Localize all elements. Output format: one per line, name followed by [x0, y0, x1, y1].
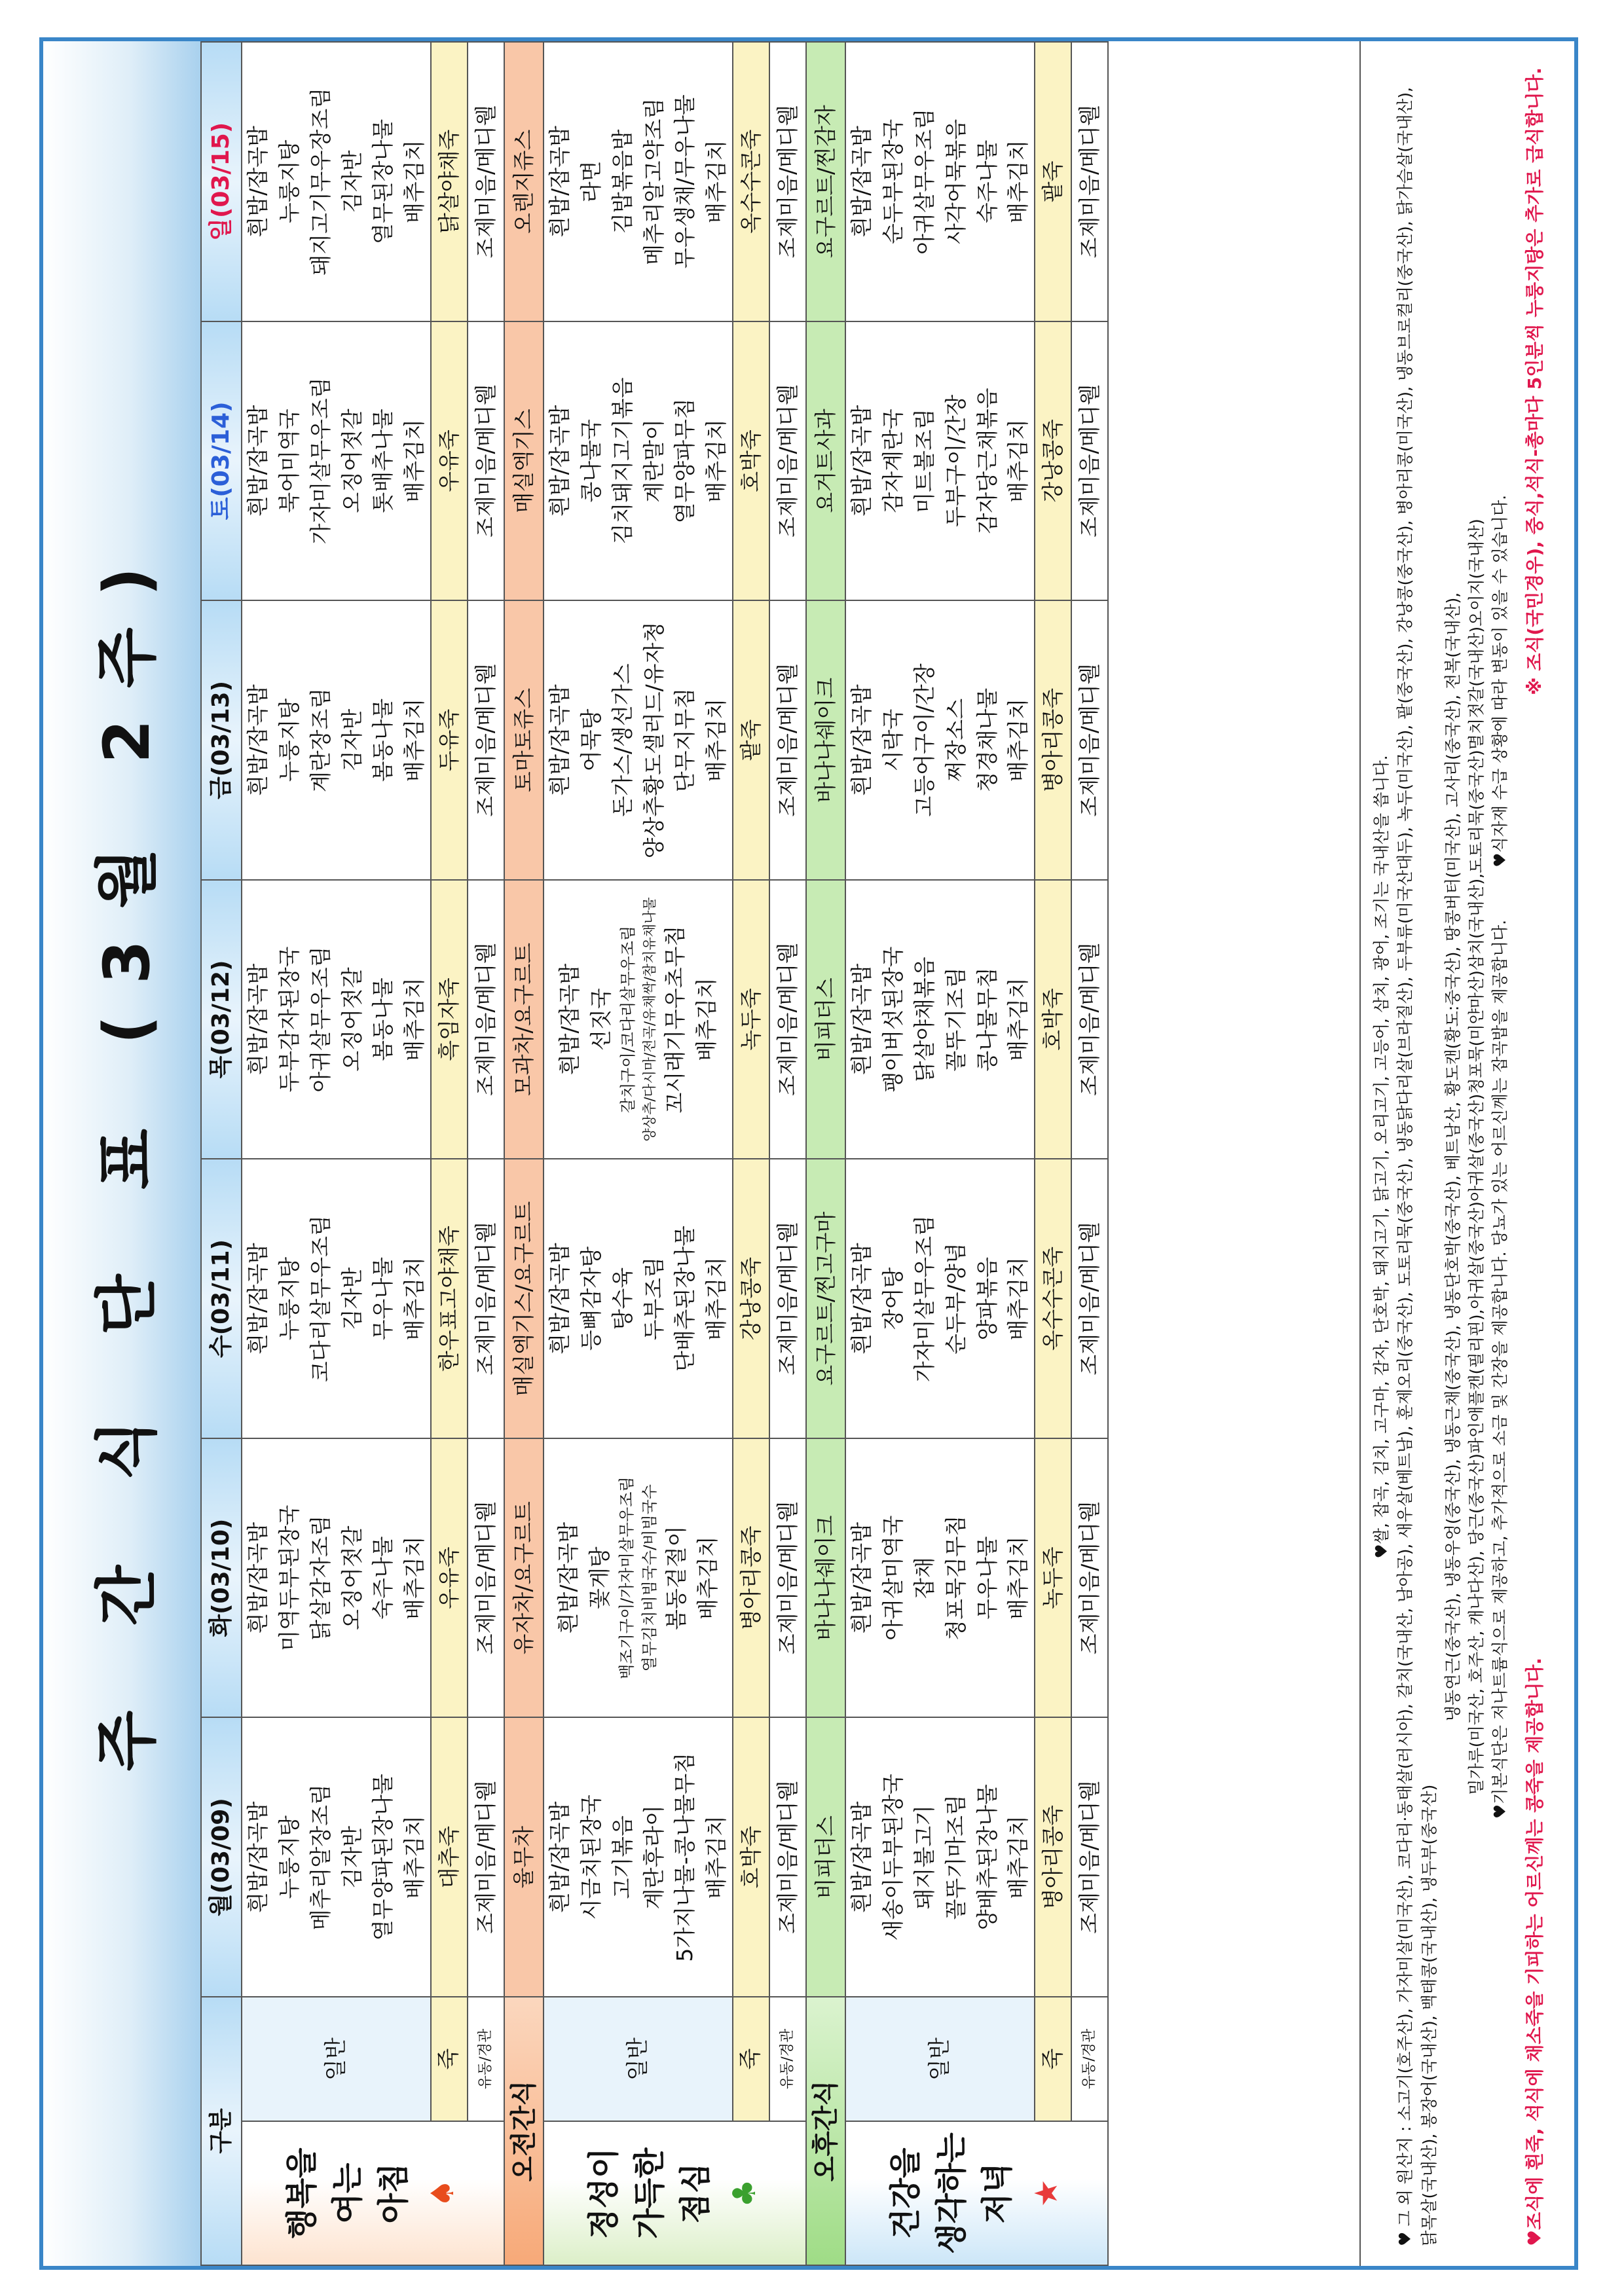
- snack-cell: 모과차/요구르트: [504, 880, 544, 1159]
- dish-item: 시락국: [879, 708, 906, 772]
- dinner-label-line: 저녁: [978, 2162, 1016, 2224]
- dish-item: 배추김치: [401, 698, 428, 782]
- snack-cell: 비피더스: [806, 880, 845, 1159]
- dish-item: 배추김치: [401, 1256, 428, 1341]
- dish-item: 닭살야채볶음: [911, 957, 937, 1082]
- dish-item: 미역두부된장국: [276, 1504, 302, 1651]
- menu-cell: [544, 1159, 733, 1438]
- snack-cell: 오렌지쥬스: [504, 42, 544, 321]
- lunch-dysphagia-row: [769, 42, 806, 2265]
- spade-icon: ♠: [424, 2179, 462, 2208]
- dish-item: 계란장조림: [307, 687, 333, 793]
- dish-item: 양상추황도샐러드/유자청: [640, 621, 667, 859]
- dish-item: 배추김치: [1005, 139, 1031, 224]
- dish-item: 누룽지탕: [276, 139, 302, 224]
- dish-item: 숙주나물: [370, 1536, 396, 1620]
- dish-item: 청포묵김무침: [942, 1515, 969, 1641]
- dish-item: 오징어젓갈: [339, 409, 365, 513]
- lunch-label: [544, 2121, 806, 2265]
- lunch-label-line: 정성이: [585, 2147, 623, 2239]
- dish-item: 누룽지탕: [276, 1256, 302, 1341]
- club-icon: ♣: [726, 2179, 764, 2208]
- dish-item: 고기볶음: [609, 1815, 635, 1899]
- lunch-dysphagia-label: 유동/경관: [769, 1997, 806, 2121]
- menu-cell: [544, 880, 733, 1159]
- dish-item: 흰밥/잡곡밥: [849, 684, 875, 796]
- menu-cell: [242, 600, 431, 880]
- dish-item: 흰밥/잡곡밥: [245, 1522, 270, 1634]
- dysphagia-cell: 조제미음/메디웰: [468, 600, 504, 880]
- menu-cell: [544, 1717, 733, 1997]
- dish-item: 배추김치: [1005, 698, 1031, 782]
- dish-item: 아귀살미역국: [879, 1515, 906, 1641]
- dish-item: 김자반: [339, 1267, 365, 1330]
- pm-snack-row: [806, 42, 845, 2265]
- dinner-general-row: [845, 42, 1035, 2265]
- dinner-porridge-row: [1035, 42, 1071, 2265]
- dysphagia-cell: 조제미음/메디웰: [769, 1717, 806, 1997]
- dish-item: 꼬시래기무우초무침: [662, 925, 688, 1114]
- dysphagia-cell: 조제미음/메디웰: [468, 880, 504, 1159]
- dish-item: 흰밥/잡곡밥: [849, 963, 875, 1076]
- snack-cell: 율무차: [504, 1717, 544, 1997]
- dish-item: 누룽지탕: [276, 698, 302, 782]
- dish-item: 돼지고기무우장조림: [307, 87, 333, 276]
- dish-item: 흰밥/잡곡밥: [849, 1801, 875, 1913]
- breakfast-label: [242, 2121, 504, 2265]
- dish-item: 라면: [578, 160, 604, 203]
- dysphagia-cell: 조제미음/메디웰: [769, 600, 806, 880]
- porridge-cell: 녹두죽: [1035, 1438, 1071, 1718]
- porridge-cell: 녹두죽: [733, 880, 769, 1159]
- dysphagia-cell: 조제미음/메디웰: [1071, 1717, 1108, 1997]
- snack-cell: 바나나쉐이크: [806, 1438, 845, 1718]
- dish-item: 김치돼지고기볶음: [609, 377, 635, 545]
- porridge-cell: 옥수수콘죽: [733, 42, 769, 321]
- dish-item: 갈치구이/코다리살무우조림: [618, 925, 637, 1114]
- breakfast-general-row: [242, 42, 431, 2265]
- menu-cell: [242, 321, 431, 601]
- note-origin-cont2: 밀가루(미국산, 호주산, 캐나다산), 당근(중국산)파인애플캔(필리핀),아귀살(중국산)아귀살(중국산)청포묵(미얀마산)삼치(국내산),도토리묵(중국산)멸치젓갈(국내산)오이지(국내산): [1467, 519, 1486, 1795]
- dish-item: 쩌장소스: [942, 698, 969, 782]
- dinner-porridge-label: 죽: [1035, 1997, 1071, 2121]
- menu-cell: [544, 321, 733, 601]
- dish-item: 배추김치: [703, 1256, 729, 1341]
- star-icon: ★: [1028, 2179, 1065, 2208]
- dysphagia-cell: 조제미음/메디웰: [468, 1438, 504, 1718]
- breakfast-dysphagia-label: 유동/경관: [468, 1997, 504, 2121]
- dish-item: 꽃게탕: [586, 1546, 612, 1609]
- dysphagia-cell: 조제미음/메디웰: [468, 1159, 504, 1438]
- menu-cell: [845, 880, 1035, 1159]
- dish-item: 오징어젓갈: [339, 1525, 365, 1630]
- note-origin-cont: 냉동연근(중국산), 냉동우엉(중국산), 냉동근채(중국산), 냉동단호박(중국산), 베트남산, 황도캔(황도:중국산), 땅콩버터(미국산), 고사리(중국산), 전복(국내산),: [1443, 592, 1462, 1722]
- lunch-porridge-row: [733, 42, 769, 2265]
- dish-item: 무우생채/무우나물: [672, 94, 698, 269]
- dish-item: 배추김치: [401, 1815, 428, 1899]
- weekly-menu-table: [200, 41, 1109, 2266]
- dish-item: 흰밥/잡곡밥: [547, 126, 573, 238]
- dish-item: 배추김치: [695, 1536, 721, 1620]
- snack-cell: 요구르트/찐고구마: [806, 1159, 845, 1438]
- day-header-wed: 수(03/11): [201, 1159, 242, 1438]
- porridge-cell: 우유죽: [431, 321, 468, 601]
- snack-cell: 매실엑기스: [504, 321, 544, 601]
- dysphagia-cell: 조제미음/메디웰: [1071, 1159, 1108, 1438]
- dish-item: 흰밥/잡곡밥: [849, 1243, 875, 1355]
- dish-item: 두부감자된장국: [276, 946, 302, 1093]
- menu-cell: [845, 1438, 1035, 1718]
- dish-item: 흰밥/잡곡밥: [849, 1522, 875, 1634]
- porridge-cell: 대추죽: [431, 1717, 468, 1997]
- porridge-cell: 우유죽: [431, 1438, 468, 1718]
- dish-item: 김밥볶음밥: [609, 129, 635, 234]
- porridge-cell: 두유죽: [431, 600, 468, 880]
- porridge-cell: 병아리콩죽: [1035, 1717, 1071, 1997]
- dinner-general-label: 일반: [845, 1997, 1035, 2121]
- dish-item: 흰밥/잡곡밥: [547, 1243, 573, 1355]
- dysphagia-cell: 조제미음/메디웰: [769, 1438, 806, 1718]
- dish-item: 배추김치: [401, 139, 428, 224]
- snack-cell: 유자차/요구르트: [504, 1438, 544, 1718]
- dish-item: 백조기구이/가자미살무우조림: [617, 1476, 636, 1679]
- dish-item: 흰밥/잡곡밥: [849, 405, 875, 517]
- dish-item: 김자반: [339, 1825, 365, 1889]
- dish-item: 양배추된장나물: [974, 1784, 1000, 1931]
- dish-item: 흰밥/잡곡밥: [245, 963, 270, 1076]
- menu-cell: [544, 1438, 733, 1718]
- porridge-cell: 호박죽: [733, 321, 769, 601]
- snack-cell: 요거트사과: [806, 321, 845, 601]
- am-snack-label: 오전간식: [504, 1997, 544, 2265]
- day-header-sat: 토(03/14): [201, 321, 242, 601]
- dish-item: 감자당근채볶음: [974, 388, 1000, 534]
- dysphagia-cell: 조제미음/메디웰: [769, 321, 806, 601]
- dish-item: 봄동겉절이: [663, 1525, 690, 1630]
- dish-item: 돈가스/생선가스: [609, 663, 635, 817]
- dish-item: 선짓국: [588, 988, 614, 1051]
- dish-item: 콩나물무침: [974, 967, 1000, 1072]
- dish-item: 배추김치: [1005, 1536, 1031, 1620]
- note-porridge: ♥조식에 흰죽, 석식에 채소죽을 기피하는 어르신께는 콩죽을 제공합니다.: [1523, 1657, 1545, 2246]
- dysphagia-cell: 조제미음/메디웰: [1071, 880, 1108, 1159]
- porridge-cell: 팥죽: [733, 600, 769, 880]
- dish-item: 장어탕: [879, 1267, 906, 1330]
- dish-item: 어묵탕: [578, 708, 604, 772]
- dish-item: 꼴뚜기조림: [942, 967, 969, 1072]
- note-origin: ♥ 그 외 원산지 : 소고기(호주산), 가자미살(미국산), 코다리·동태살(러시아), 갈치(국내산, 남아공), 새우살(베트남), 훈제오리(중국산), 도토리묵(중국산), 냉동닭다리살(브라질산), 두부류(미국산대두), 녹두(미국산), 팥(중국산), 강낭콩(중국산), 병아리콩(미국산), 냉동브로컬리(중국산), 닭가슴살(국내산), 닭목살(국내산), 봉장어(국내산), 백태콩(국내산), 냉두부(중국산): [1395, 86, 1439, 2246]
- porridge-cell: 닭살야채죽: [431, 42, 468, 321]
- lunch-general-row: [544, 42, 733, 2265]
- dish-item: 메추리알장조림: [307, 1784, 333, 1931]
- porridge-cell: 병아리콩죽: [1035, 600, 1071, 880]
- dish-item: 배추김치: [1005, 1256, 1031, 1341]
- dinner-dysphagia-label: 유동/경관: [1071, 1997, 1108, 2121]
- snack-cell: 요구르트/찐감자: [806, 42, 845, 321]
- dish-item: 두부구이/간장: [942, 394, 969, 528]
- dysphagia-cell: 조제미음/메디웰: [468, 1717, 504, 1997]
- dish-item: 아귀살무우조림: [911, 108, 937, 255]
- menu-sheet: [39, 37, 1578, 2270]
- day-header-mon: 월(03/09): [201, 1717, 242, 1997]
- note-red-row: [1522, 67, 1549, 2246]
- day-header-fri: 금(03/13): [201, 600, 242, 880]
- note-policy-row: [1488, 67, 1512, 2246]
- dish-item: 새송이두부된장국: [879, 1774, 906, 1941]
- dish-item: 배추김치: [1005, 1815, 1031, 1899]
- dish-item: 코다리살무우조림: [307, 1215, 333, 1383]
- dish-item: 흰밥/잡곡밥: [547, 684, 573, 796]
- dish-item: 청경채나물: [974, 687, 1000, 793]
- menu-cell: [845, 321, 1035, 601]
- dish-item: 톳배추나물: [370, 409, 396, 513]
- porridge-cell: 강낭콩죽: [1035, 321, 1071, 601]
- breakfast-dysphagia-row: [468, 42, 504, 2265]
- menu-cell: [845, 600, 1035, 880]
- page-title: 주 간 식 단 표 (3월 2주): [90, 536, 164, 1772]
- breakfast-porridge-label: 죽: [431, 1997, 468, 2121]
- dish-item: 배추김치: [1005, 419, 1031, 503]
- snack-cell: 매실엑기스/요구르트: [504, 1159, 544, 1438]
- pm-snack-label: 오후간식: [806, 1997, 845, 2265]
- note-nurungji: ※ 조식(국민경우), 중식,석식-총마다 5인분씩 누룽지탕은 추가로 급식합니다.: [1523, 67, 1545, 695]
- dish-item: 가자미살무우조림: [307, 377, 333, 545]
- dinner-label-line: 생각하는: [933, 2132, 970, 2254]
- dish-item: 오징어젓갈: [339, 967, 365, 1072]
- dish-item: 흰밥/잡곡밥: [245, 1801, 270, 1913]
- dish-item: 열무양파된장나물: [370, 1774, 396, 1941]
- header-corner: 구분: [201, 1997, 242, 2265]
- dinner-dysphagia-row: [1071, 42, 1108, 2265]
- dish-item: 가자미살무우조림: [911, 1215, 937, 1383]
- dish-item: 배추김치: [401, 419, 428, 503]
- dish-item: 열무양파무침: [672, 398, 698, 524]
- dish-item: 흰밥/잡곡밥: [245, 684, 270, 796]
- lunch-label-line: 가득한: [631, 2147, 668, 2239]
- dish-item: 김자반: [339, 708, 365, 772]
- dish-item: 계란후라이: [640, 1805, 667, 1910]
- dish-item: 미트볼조림: [911, 409, 937, 513]
- day-header-tue: 화(03/10): [201, 1438, 242, 1718]
- menu-cell: [242, 42, 431, 321]
- menu-cell: [845, 42, 1035, 321]
- dinner-label-line: 건강을: [887, 2147, 925, 2239]
- porridge-cell: 팥죽: [1035, 42, 1071, 321]
- dish-item: 5가지나물-콩나물무침: [672, 1752, 698, 1962]
- dish-item: 열무김치비빔국수/비빔국수: [640, 1484, 659, 1672]
- dish-item: 북어미역국: [276, 409, 302, 513]
- menu-cell: [544, 600, 733, 880]
- dish-item: 배추김치: [1005, 977, 1031, 1061]
- dysphagia-cell: 조제미음/메디웰: [769, 42, 806, 321]
- dysphagia-cell: 조제미음/메디웰: [769, 1159, 806, 1438]
- dish-item: 단무지무침: [672, 687, 698, 793]
- dysphagia-cell: 조제미음/메디웰: [769, 880, 806, 1159]
- dish-item: 배추김치: [401, 1536, 428, 1620]
- dish-item: 두부조림: [640, 1256, 667, 1341]
- dish-item: 시금치된장국: [578, 1795, 604, 1920]
- title-band: [43, 41, 200, 2266]
- dish-item: 사각어묵볶음: [942, 118, 969, 244]
- snack-cell: 바나나쉐이크: [806, 600, 845, 880]
- menu-cell: [242, 1438, 431, 1718]
- dish-item: 흰밥/잡곡밥: [245, 405, 270, 517]
- dish-item: 단배추된장나물: [672, 1226, 698, 1372]
- menu-cell: [242, 880, 431, 1159]
- dish-item: 배추김치: [703, 139, 729, 224]
- day-header-sun: 일(03/15): [201, 42, 242, 321]
- dysphagia-cell: 조제미음/메디웰: [1071, 1438, 1108, 1718]
- dish-item: 흰밥/잡곡밥: [849, 126, 875, 238]
- dish-item: 순두부된장국: [879, 118, 906, 244]
- snack-cell: 토마토쥬스: [504, 600, 544, 880]
- dish-item: 흰밥/잡곡밥: [547, 405, 573, 517]
- porridge-cell: 한우표고야채죽: [431, 1159, 468, 1438]
- dish-item: 배추김치: [401, 977, 428, 1061]
- menu-cell: [845, 1717, 1035, 1997]
- porridge-cell: 병아리콩죽: [733, 1438, 769, 1718]
- breakfast-label-line: 행복을: [284, 2147, 321, 2239]
- am-snack-row: [504, 42, 544, 2265]
- dish-item: 양파볶음: [974, 1256, 1000, 1341]
- dish-item: 배추김치: [703, 698, 729, 782]
- dish-item: 양상추/다시마/전곡/유채싹/참치유채나물: [641, 897, 657, 1142]
- dish-item: 계란말이: [640, 419, 667, 503]
- dish-item: 흰밥/잡곡밥: [245, 1243, 270, 1355]
- dish-item: 메추리알고약조림: [640, 98, 667, 265]
- dish-item: 배추김치: [693, 977, 720, 1061]
- dysphagia-cell: 조제미음/메디웰: [1071, 600, 1108, 880]
- dish-item: 배추김치: [703, 1815, 729, 1899]
- dish-item: 고등어구이/간장: [911, 663, 937, 817]
- dish-item: 순두부/양념: [942, 1243, 969, 1355]
- dysphagia-cell: 조제미음/메디웰: [1071, 42, 1108, 321]
- dish-item: 팽이버섯된장국: [879, 946, 906, 1093]
- breakfast-label-line: 여는: [329, 2162, 366, 2224]
- dysphagia-cell: 조제미음/메디웰: [468, 42, 504, 321]
- breakfast-porridge-row: [431, 42, 468, 2265]
- dish-item: 숙주나물: [974, 139, 1000, 224]
- dish-item: 흰밥/잡곡밥: [557, 963, 583, 1076]
- dish-item: 열무된장나물: [370, 118, 396, 244]
- dysphagia-cell: 조제미음/메디웰: [468, 321, 504, 601]
- dish-item: 봄동나물: [370, 977, 396, 1061]
- header-row: [201, 42, 242, 2265]
- dish-item: 잡채: [911, 1557, 937, 1599]
- snack-cell: 비피더스: [806, 1717, 845, 1997]
- dish-item: 흰밥/잡곡밥: [555, 1522, 581, 1634]
- porridge-cell: 호박죽: [733, 1717, 769, 1997]
- breakfast-general-label: 일반: [242, 1997, 431, 2121]
- dish-item: 등뼈감자탕: [578, 1246, 604, 1351]
- dish-item: 아귀살무우조림: [307, 946, 333, 1093]
- dish-item: 무우나물: [974, 1536, 1000, 1620]
- day-header-thu: 목(03/12): [201, 880, 242, 1159]
- menu-cell: [242, 1717, 431, 1997]
- dish-item: 배추김치: [703, 419, 729, 503]
- dish-item: 콩나물국: [578, 419, 604, 503]
- note-low-sodium: ♥기본식단은 저나트륨식으로 제공하고, 추가적으로 소금 및 간장을 제공합니다. 당뇨가 있는 어르신께는 잡곡밥을 제공합니다.: [1490, 919, 1510, 1819]
- lunch-general-label: 일반: [544, 1997, 733, 2121]
- lunch-porridge-label: 죽: [733, 1997, 769, 2121]
- dish-item: 봄동나물: [370, 698, 396, 782]
- dish-item: 감자계란국: [879, 409, 906, 513]
- dish-item: 흰밥/잡곡밥: [547, 1801, 573, 1913]
- dish-item: 김자반: [339, 150, 365, 213]
- lunch-label-line: 점심: [676, 2162, 714, 2224]
- dish-item: 무우나물: [370, 1256, 396, 1341]
- porridge-cell: 옥수수콘죽: [1035, 1159, 1071, 1438]
- notes-section: [1359, 41, 1576, 2266]
- porridge-cell: 흑임자죽: [431, 880, 468, 1159]
- breakfast-label-line: 아침: [375, 2162, 412, 2224]
- note-domestic: ♥쌀, 잡곡, 김치, 고구마, 감자, 단호박, 돼지고기, 닭고기, 오리고기, 고등어, 삼치, 광어, 조기는 국내산을 씁니다.: [1372, 755, 1391, 1559]
- dish-item: 돼지불고기: [911, 1805, 937, 1910]
- dish-item: 누룽지탕: [276, 1815, 302, 1899]
- porridge-cell: 호박죽: [1035, 880, 1071, 1159]
- dish-item: 꼴뚜기마조림: [942, 1795, 969, 1920]
- menu-cell: [845, 1159, 1035, 1438]
- note-supply: ♥식자재 수급 상황에 따라 변동이 있을 수 있습니다.: [1490, 494, 1510, 867]
- dysphagia-cell: 조제미음/메디웰: [1071, 321, 1108, 601]
- menu-cell: [544, 42, 733, 321]
- dish-item: 흰밥/잡곡밥: [245, 126, 270, 238]
- dinner-label: [845, 2121, 1108, 2265]
- porridge-cell: 강낭콩죽: [733, 1159, 769, 1438]
- menu-cell: [242, 1159, 431, 1438]
- dish-item: 탕수육: [609, 1267, 635, 1330]
- dish-item: 닭살감자조림: [307, 1515, 333, 1641]
